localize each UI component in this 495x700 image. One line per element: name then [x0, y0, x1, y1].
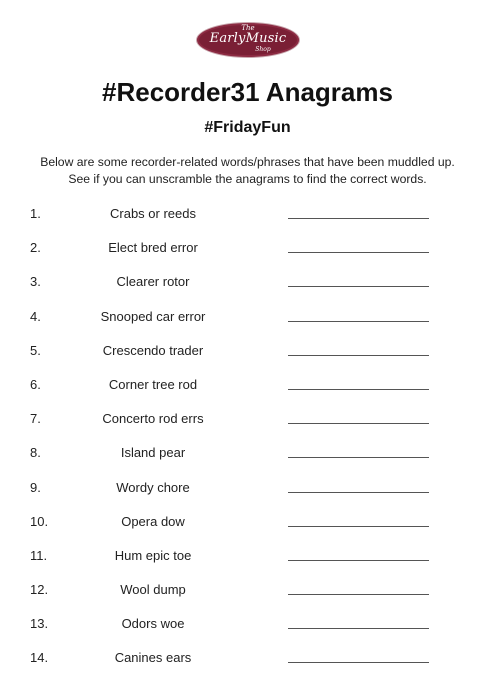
anagram-number: 13.	[30, 616, 49, 632]
answer-line[interactable]	[288, 628, 429, 629]
answer-line[interactable]	[288, 252, 429, 253]
answer-line[interactable]	[288, 662, 429, 663]
anagram-text: Wordy chore	[116, 479, 190, 495]
anagram-text: Crabs or reeds	[110, 206, 196, 221]
logo-line-the: The	[241, 24, 255, 32]
answer-line[interactable]	[288, 594, 429, 595]
page-subtitle: #FridayFun	[204, 119, 291, 136]
anagram-row	[0, 648, 495, 682]
anagram-row	[0, 409, 495, 443]
anagram-row	[0, 512, 495, 546]
answer-line[interactable]	[288, 389, 429, 390]
anagram-text: Corner tree rod	[108, 376, 198, 392]
answer-line[interactable]	[288, 423, 429, 424]
anagram-number: 5.	[30, 342, 41, 358]
anagram-text: Concerto rod errs	[102, 411, 204, 427]
anagram-row	[0, 443, 495, 477]
logo-line-name: EarlyMusic	[209, 31, 287, 46]
anagram-row	[0, 580, 495, 614]
intro-text: Below are some recorder-related words/phrases that have been muddled up. See if you can unscramble the anagrams to find the correct words.	[40, 155, 455, 186]
anagram-number: 12.	[30, 582, 49, 598]
anagram-text: Crescendo trader	[102, 342, 204, 358]
anagram-text: Canines ears	[114, 650, 192, 666]
page-title: #Recorder31 Anagrams	[102, 77, 393, 107]
anagram-row	[0, 375, 495, 409]
anagram-text: Odors woe	[121, 616, 185, 632]
anagram-list	[0, 204, 495, 683]
anagram-row	[0, 546, 495, 580]
anagram-text: Island pear	[120, 445, 186, 461]
answer-line[interactable]	[288, 492, 429, 493]
anagram-number: 4.	[30, 308, 41, 324]
anagram-text: Clearer rotor	[116, 274, 190, 290]
anagram-number: 10.	[30, 513, 49, 529]
anagram-text: Wool dump	[120, 582, 186, 598]
anagram-number: 2.	[30, 240, 41, 256]
anagram-text: Elect bred error	[108, 240, 198, 256]
anagram-number: 11.	[30, 547, 48, 563]
anagram-text: Snooped car error	[100, 308, 206, 324]
anagram-row	[0, 204, 495, 238]
anagram-row	[0, 478, 495, 512]
anagram-text: Hum epic toe	[114, 547, 192, 563]
anagram-number: 9.	[30, 479, 41, 495]
anagram-row	[0, 272, 495, 306]
answer-line[interactable]	[288, 218, 429, 219]
answer-line[interactable]	[288, 526, 429, 527]
anagram-number: 7.	[30, 411, 41, 427]
anagram-row	[0, 614, 495, 648]
answer-line[interactable]	[288, 457, 429, 458]
answer-line[interactable]	[288, 321, 429, 322]
answer-line[interactable]	[288, 560, 429, 561]
anagram-row	[0, 341, 495, 375]
answer-line[interactable]	[288, 355, 429, 356]
anagram-row	[0, 238, 495, 272]
anagram-number: 14.	[30, 650, 49, 666]
anagram-number: 8.	[30, 445, 41, 461]
anagram-number: 6.	[30, 376, 41, 392]
answer-line[interactable]	[288, 286, 429, 287]
anagram-number: 1.	[30, 206, 41, 221]
logo-line-shop: Shop	[255, 46, 271, 53]
anagram-number: 3.	[30, 274, 41, 290]
early-music-shop-logo	[196, 22, 300, 58]
anagram-row	[0, 307, 495, 341]
anagram-text: Opera dow	[121, 513, 185, 529]
